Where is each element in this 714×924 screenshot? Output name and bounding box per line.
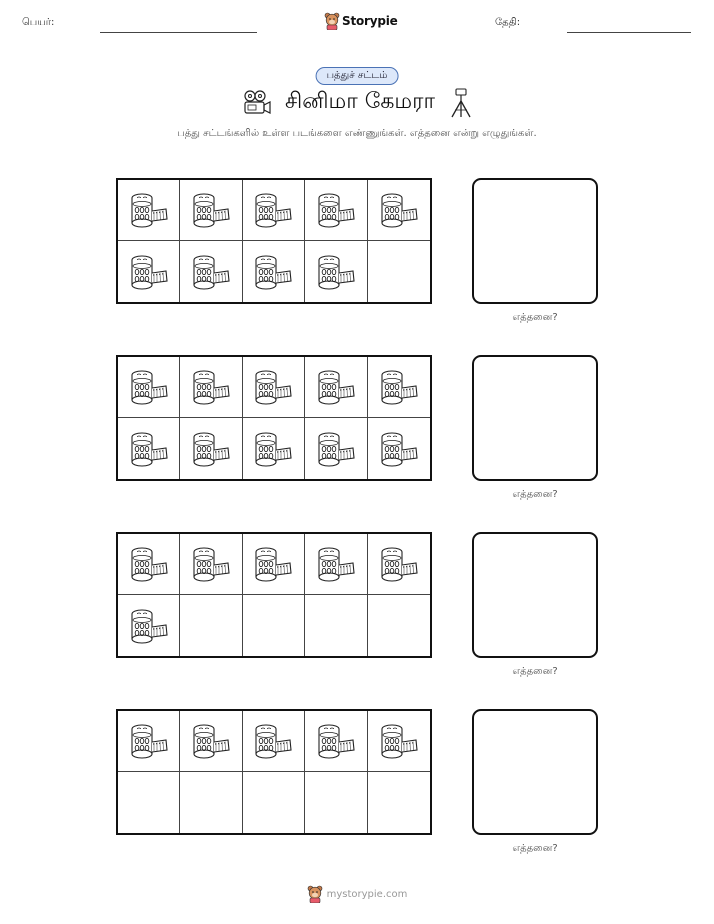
answer-box[interactable]: [472, 532, 598, 658]
ten-frame-cell: [305, 595, 367, 656]
ten-frame-cell: [118, 357, 180, 418]
tripod-icon: [449, 88, 473, 118]
film-reel-icon: [316, 369, 356, 405]
film-reel-icon: [129, 608, 169, 644]
title-row: [0, 88, 714, 118]
film-reel-icon: [129, 723, 169, 759]
ten-frame-cell: [118, 711, 180, 772]
ten-frame-cell: [243, 534, 305, 595]
answer-box[interactable]: [472, 709, 598, 835]
ten-frame-cell: [305, 418, 367, 479]
film-reel-icon: [379, 192, 419, 228]
ten-frame-cell: [180, 534, 242, 595]
ten-frame-cell: [180, 357, 242, 418]
ten-frame-cell: [243, 180, 305, 241]
ten-frame-cell: [243, 711, 305, 772]
name-label: பெயர்:: [22, 17, 55, 28]
ten-frame-cell: [180, 772, 242, 833]
ten-frame-cell: [243, 595, 305, 656]
film-reel-icon: [129, 369, 169, 405]
footer-url: mystorypie.com: [326, 888, 408, 900]
film-reel-icon: [191, 723, 231, 759]
ten-frame-cell: [305, 180, 367, 241]
ten-frame-cell: [368, 180, 430, 241]
film-reel-icon: [191, 369, 231, 405]
how-many-label: எத்தனை?: [512, 666, 558, 677]
bear-mascot-icon: [324, 12, 340, 30]
ten-frame-cell: [368, 241, 430, 302]
ten-frame-cell: [180, 241, 242, 302]
film-reel-icon: [191, 254, 231, 290]
ten-frame-cell: [180, 180, 242, 241]
footer: [0, 885, 714, 903]
ten-frame-cell: [243, 241, 305, 302]
film-reel-icon: [191, 192, 231, 228]
ten-frame: [116, 355, 432, 481]
ten-frame-cell: [118, 241, 180, 302]
instructions: பத்து சட்டங்களில் உள்ள படங்களை எண்ணுங்கள். எத்தனை என்று எழுதுங்கள்.: [177, 128, 537, 139]
film-reel-icon: [379, 723, 419, 759]
date-label: தேதி:: [495, 17, 521, 28]
ten-frame: [116, 709, 432, 835]
film-reel-icon: [253, 192, 293, 228]
bear-mascot-icon: [307, 885, 323, 903]
ten-frame-cell: [180, 418, 242, 479]
answer-box[interactable]: [472, 355, 598, 481]
film-reel-icon: [316, 723, 356, 759]
ten-frame-cell: [368, 534, 430, 595]
ten-frame-cell: [118, 534, 180, 595]
film-reel-icon: [316, 431, 356, 467]
film-reel-icon: [129, 254, 169, 290]
ten-frame: [116, 178, 432, 304]
film-reel-icon: [191, 546, 231, 582]
ten-frame-cell: [305, 241, 367, 302]
ten-frame-cell: [368, 418, 430, 479]
ten-frame-cell: [180, 595, 242, 656]
ten-frame-cell: [243, 772, 305, 833]
ten-frame-cell: [368, 357, 430, 418]
film-reel-icon: [191, 431, 231, 467]
ten-frame-cell: [368, 595, 430, 656]
ten-frame-cell: [243, 357, 305, 418]
movie-camera-icon: [241, 90, 271, 116]
name-line[interactable]: [100, 32, 257, 33]
date-line[interactable]: [567, 32, 691, 33]
ten-frame-cell: [180, 711, 242, 772]
how-many-label: எத்தனை?: [512, 843, 558, 854]
film-reel-icon: [316, 254, 356, 290]
film-reel-icon: [253, 369, 293, 405]
ten-frame-cell: [118, 595, 180, 656]
film-reel-icon: [253, 546, 293, 582]
film-reel-icon: [316, 546, 356, 582]
ten-frame-cell: [368, 711, 430, 772]
ten-frame-cell: [368, 772, 430, 833]
ten-frame-cell: [118, 418, 180, 479]
ten-frame: [116, 532, 432, 658]
how-many-label: எத்தனை?: [512, 489, 558, 500]
film-reel-icon: [129, 431, 169, 467]
brand-name: Storypie: [342, 14, 398, 28]
brand-logo: [324, 12, 398, 30]
ten-frame-cell: [243, 418, 305, 479]
film-reel-icon: [379, 431, 419, 467]
page-title: சினிமா கேமரா: [285, 89, 435, 114]
film-reel-icon: [379, 369, 419, 405]
film-reel-icon: [316, 192, 356, 228]
film-reel-icon: [379, 546, 419, 582]
ten-frame-cell: [305, 772, 367, 833]
film-reel-icon: [253, 723, 293, 759]
ten-frame-cell: [305, 357, 367, 418]
ten-frame-cell: [118, 180, 180, 241]
film-reel-icon: [253, 431, 293, 467]
topic-badge: பத்துச் சட்டம்: [316, 67, 399, 85]
film-reel-icon: [253, 254, 293, 290]
ten-frame-cell: [305, 534, 367, 595]
how-many-label: எத்தனை?: [512, 312, 558, 323]
film-reel-icon: [129, 192, 169, 228]
ten-frame-cell: [118, 772, 180, 833]
answer-box[interactable]: [472, 178, 598, 304]
ten-frame-cell: [305, 711, 367, 772]
film-reel-icon: [129, 546, 169, 582]
